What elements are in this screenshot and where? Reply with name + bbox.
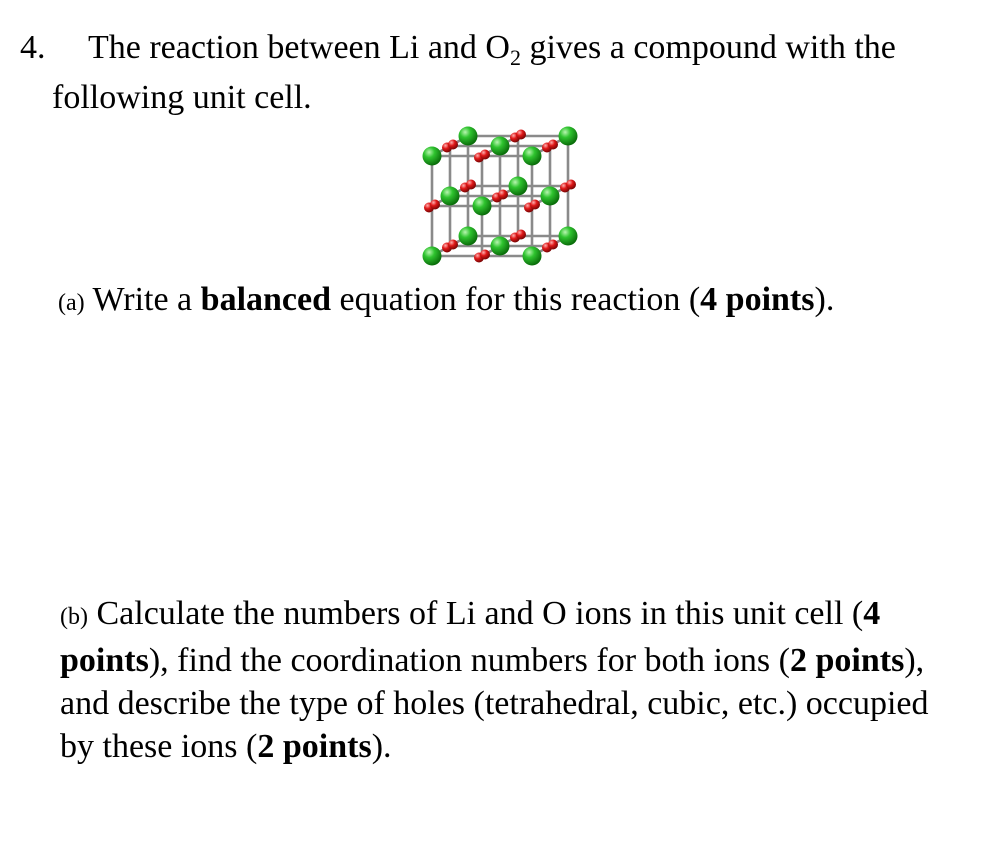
li-atom xyxy=(441,187,460,206)
part-b-text-4: ). xyxy=(371,728,392,765)
o-atom xyxy=(516,230,526,240)
question-text-1-tail: gives a compound with the xyxy=(520,29,896,66)
o-atom xyxy=(548,140,558,150)
part-b-text-1: Calculate the numbers of Li and O ions in this unit cell ( xyxy=(87,595,864,632)
li-atom xyxy=(423,147,442,166)
part-a-bold-balanced: balanced xyxy=(200,281,332,318)
o2-subscript: 2 xyxy=(509,45,521,70)
li-atom xyxy=(559,127,578,146)
question-line-1 xyxy=(20,28,896,68)
part-a-label: (a) xyxy=(58,290,85,316)
li-atom xyxy=(459,127,478,146)
o-atom xyxy=(498,190,508,200)
question-line-2: following unit cell. xyxy=(52,79,312,116)
li-atom xyxy=(523,147,542,166)
o-atom xyxy=(448,240,458,250)
part-a-text-3: ). xyxy=(814,281,835,318)
o-atom xyxy=(548,240,558,250)
li-atom xyxy=(491,137,510,156)
li-atom xyxy=(491,237,510,256)
part-b-text-2: ), find the coordination numbers for both ions ( xyxy=(148,642,790,679)
o-atom xyxy=(480,150,490,160)
o-atom xyxy=(448,140,458,150)
part-b-points-2: 2 points xyxy=(789,642,905,679)
o-atom xyxy=(480,250,490,260)
o-atom xyxy=(430,200,440,210)
part-b-points-3: 2 points xyxy=(257,728,372,765)
li-atom xyxy=(523,247,542,266)
li-atom xyxy=(423,247,442,266)
part-b-label: (b) xyxy=(60,604,88,630)
part-a xyxy=(58,278,834,325)
li-atom xyxy=(509,177,528,196)
part-b xyxy=(60,592,960,768)
part-a-text-2: equation for this reaction ( xyxy=(331,281,701,318)
li-atom xyxy=(559,227,578,246)
o-atom xyxy=(566,180,576,190)
part-a-text-1: Write a xyxy=(84,281,201,318)
li-atom xyxy=(473,197,492,216)
li-atom xyxy=(541,187,560,206)
part-b-text-3: ), and describe the type of holes (tetrahedral, cubic, etc.) occupied by these ions ( xyxy=(60,642,929,765)
o-atom xyxy=(516,130,526,140)
o-atom xyxy=(466,180,476,190)
part-a-points: 4 points xyxy=(700,281,815,318)
o-atom xyxy=(530,200,540,210)
li-atom xyxy=(459,227,478,246)
question-text-1: The reaction between Li and O xyxy=(88,29,510,66)
part-b-points-1: 4 points xyxy=(60,595,881,679)
unit-cell-figure xyxy=(418,122,583,272)
question-number: 4. xyxy=(20,29,46,66)
atoms xyxy=(423,127,578,266)
